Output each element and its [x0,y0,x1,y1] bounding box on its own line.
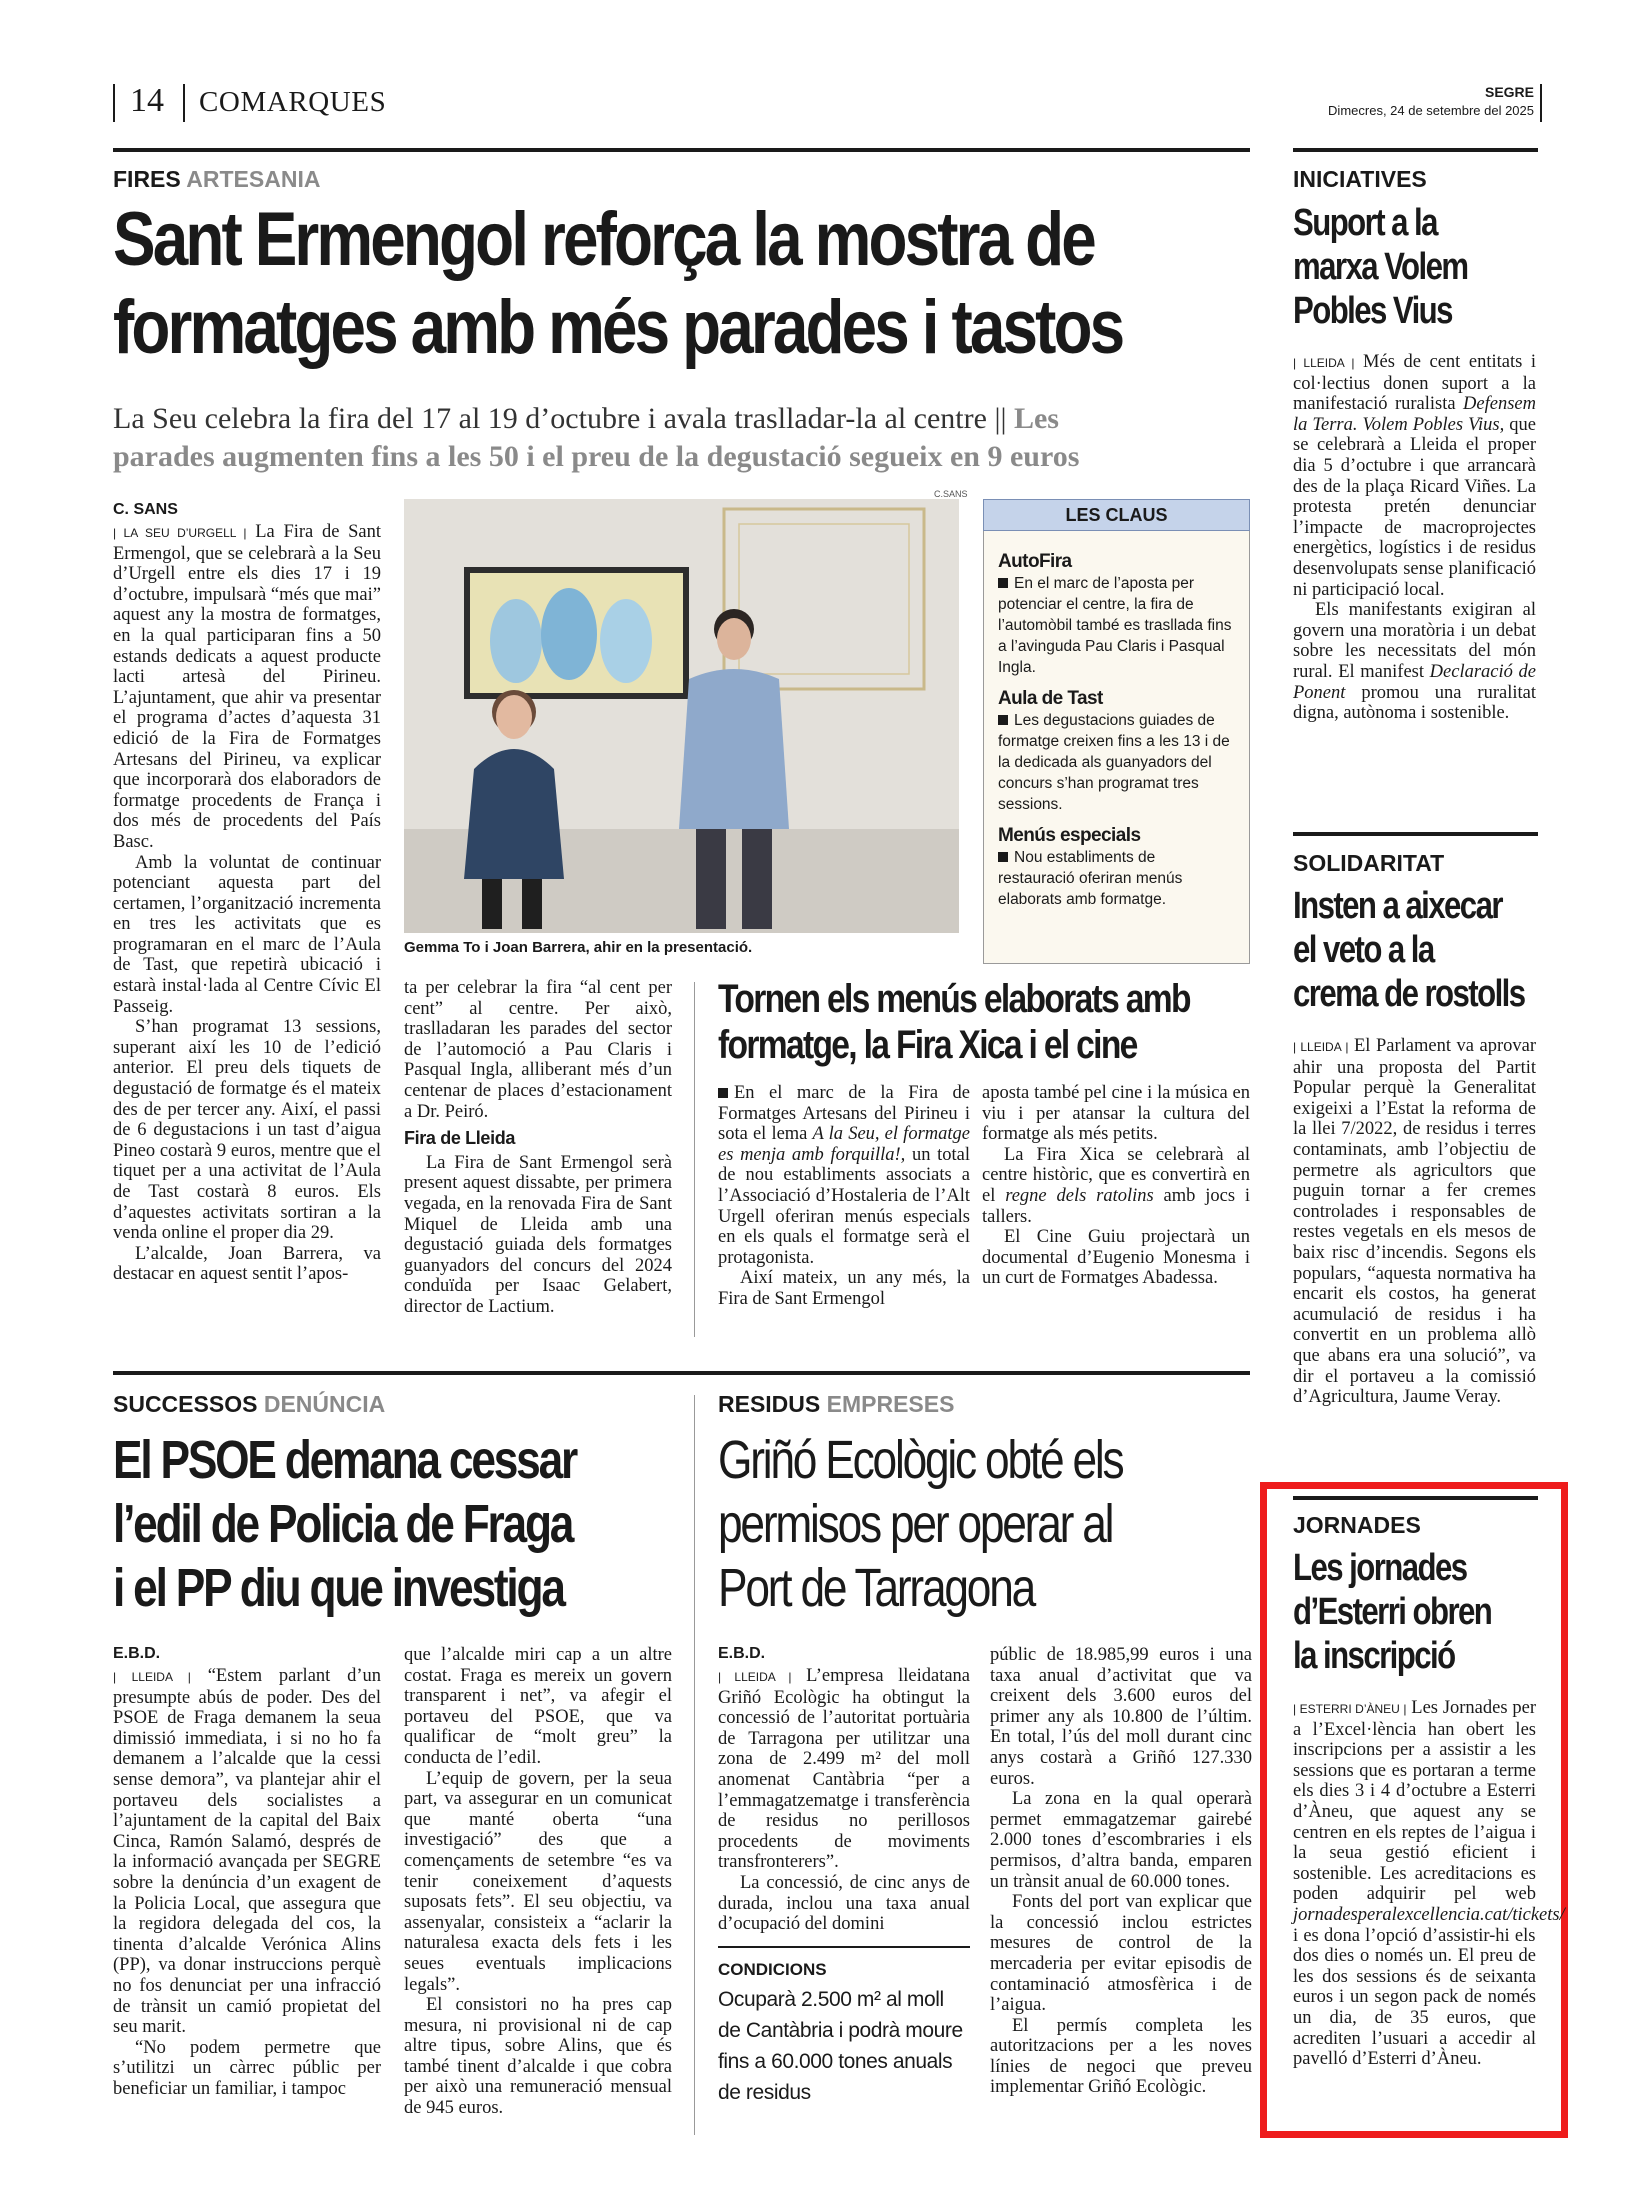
location-tag: | LLEIDA | [1293,1040,1349,1054]
sidebar-headline: Suport a la marxa Volem Pobles Vius [1293,202,1468,332]
main-subtitle: La Seu celebra la fira del 17 al 19 d’octubre i avala traslladar-la al centre || Les parades augmenten fins a les 50 i el preu de la degustació segueix en 9 euros [113,402,1080,473]
conditions-title: CONDICIONS [718,1960,827,1979]
byline: E.B.D. [718,1645,766,1662]
sidebar-rule [1293,1496,1538,1500]
sidebar-rule [1293,832,1538,836]
header-divider [1540,84,1542,122]
article-column: | LLEIDA | “Estem parlant d’un presumpte abús de poder. Des del PSOE de Fraga demanem la seua dimissió immediata, i si no ho fa demanem a l’alcalde que la cessi sense demora”, va plantejar ahir el portaveu dels socialistes a l’ajuntament de la capital del Baix Cinca, Ramón Salamó, després de la informació avançada per SEGRE sobre la denúncia d’un exagent de la Policia Local, que assegura que la regidora delegada del cos, la tinenta d’alcalde Verónica Alins (PP), va donar instruccions perquè no fos denunciat per una infracció de trànsit un camió propietat del seu marit. “No podem permetre que s’utilitzi un càrrec públic per beneficiar un familiar, i tampoc [113,1666,381,2099]
header-divider [113,84,115,122]
bullet-square-icon [998,852,1008,862]
sidebar-kicker: JORNADES [1293,1512,1421,1538]
section-rule [113,1371,1250,1375]
headline-line: Sant Ermengol reforça la mostra de [113,197,1094,282]
kicker-subcategory: ARTESANIA [186,166,321,192]
article-column: En el marc de la Fira de Formatges Artesans del Pirineu i sota el lema A la Seu, el formatge es menja amb forquilla!, un total de nou establiments associats a l’Associació d’Hostaleria de l’Alt Urgell oferiran menús especials en els quals el formatge serà el protagonista. Així mateix, un any més, la Fira de Sant Ermengol [718,1083,970,1309]
paper-name: SEGRE [1484,84,1534,100]
headline-line: formatges amb més parades i tastos [113,285,1123,370]
key-fact-text: En el marc de l’aposta per potenciar el centre, la fira de l’automòbil també es trasllada fins a l’avinguda Pau Claris i Pasqual Ingla. [998,575,1232,676]
sidebar-headline: Les jornades d’Esterri obren la inscripció [1293,1547,1492,1677]
sidebar-text: | LLEIDA | Més de cent entitats i col·lectius donen suport a la manifestació ruralista Defensem la Terra. Volem Pobles Vius, que se celebrarà a Lleida el proper dia 5 d’octubre i que arrancarà des de la plaça Ricard Viñes. La protesta pretén denunciar l’impacte de macroprojectes energètics, logístics i de residus desenvolupats sense planificació ni participació local. Els manifestants exigiran al govern una moratòria i un debat sobre les necessitats del món rural. El manifest Declaració de Ponent promou una ruralitat digna, autònoma i sostenible. [1293,352,1536,724]
conditions-box [718,1946,970,2108]
grino-kicker: RESIDUS EMPRESES [718,1391,955,1417]
photo-caption: Gemma To i Joan Barrera, ahir en la presentació. [404,939,753,956]
sidebar-rule [1293,148,1538,152]
photo-illustration [404,499,959,933]
sub-headline: Tornen els menús elaborats amb formatge, la Fira Xica i el cine [718,977,1190,1067]
key-fact-title: Menús especials [998,825,1141,846]
bullet-square-icon [718,1088,728,1098]
key-fact-text: Nou establiments de restauració oferiran menús elaborats amb formatge. [998,849,1183,908]
article-column: aposta també pel cine i la música en viu i per atansar la cultura del formatge als més petits. La Fira Xica se celebrarà al centre històric, que es convertirà en el regne dels ratolins amb jocs i tallers. El Cine Guiu projectarà un documental d’Eugenio Monesma i un curt de Formatges Abadessa. [982,1083,1250,1289]
press-photo [404,499,959,933]
location-tag: | LLEIDA | [113,1670,191,1684]
key-facts-header: LES CLAUS [983,499,1250,531]
psoe-headline: El PSOE demana cessar l’edil de Policia de Fraga i el PP diu que investiga [113,1430,577,1618]
sidebar-text: | ESTERRI D’ÀNEU | Les Jornades per a l’Excel·lència han obert les inscripcions per a assistir a les sessions que es portaran a terme els dies 3 i 4 d’octubre a Esterri d’Àneu, que aquest any se centren en els reptes de l’aigua i la seua gestió eficient i sostenible. Les acreditacions es poden adquirir pel web jornadesperalexcellencia.cat/tickets/ i es dona l’opció d’assistir-hi els dos dies o només un. El preu de les dos sessions és de seixanta euros i un segon pack de només un dia, de 35 euros, que acrediten l’usuari a accedir al pavelló d’Esterri d’Àneu. [1293,1698,1565,2070]
photo-credit: C.SANS [934,489,968,499]
key-fact-title: AutoFira [998,551,1072,572]
main-kicker [113,166,320,193]
header-divider [183,84,185,122]
psoe-kicker: SUCCESSOS DENÚNCIA [113,1391,386,1417]
article-column: que l’alcalde miri cap a un altre costat. Fraga es mereix un govern transparent i net”, va afegir el portaveu del PSOE, que va qualificar de “molt greu” la conducta de l’edil. L’equip de govern, per la seua part, va assegurar en un comunicat que manté oberta “una investigació” des que a començaments de setembre “es va tenir coneixement d’aquests suposats fets”. El seu objectiu, va assenyalar, consisteix a “aclarir la naturalesa exacta dels fets i les seues eventuals implicacions legals”. El consistori no ha pres cap mesura, ni provisional ni de cap altre tipus, sobre Alins, que és també tinent d’alcalde i que cobra per això una remuneració mensual de 945 euros. [404,1645,672,2119]
section-rule [113,148,1250,152]
key-fact-title: Aula de Tast [998,688,1103,709]
article-column: | LA SEU D’URGELL | La Fira de Sant Ermengol, que se celebrarà a la Seu d’Urgell entre els dies 17 i 19 d’octubre, impulsarà “més que mai” aquest any la mostra de formatges, en la qual participaran fins a 50 estands dedicats a aquest producte lacti artesà del Pirineu. L’ajuntament, que ahir va presentar el programa d’actes d’aquesta 31 edició de la Fira de Formatges Artesans del Pirineu, va explicar que incorporarà dos elaboradors de formatge procedents de França i dos més de procedents del País Basc. Amb la voluntat de continuar potenciant aquesta part del certamen, l’organització incrementa en tres les activitats que es programaran en el marc de l’Aula de Tast, que repetirà ubicació i estarà instal·lada al Centre Cívic El Passeig. S’han programat 13 sessions, superant així les 10 de l’edició anterior. El preu dels tiquets de degustació de formatge és el mateix des de per tercer any. Així, el passi de 6 degustacions i un tast d’aigua Pineo costarà 9 euros, mentre que el tiquet per a una activitat de l’Aula de Tast costarà 8 euros. Els d’aquestes activitats sortiran a la venda online el proper dia 29. L’alcalde, Joan Barrera, va destacar en aquest sentit l’apos- [113,522,382,1285]
sidebar-kicker: INICIATIVES [1293,166,1427,192]
bullet-square-icon [998,578,1008,588]
sidebar-headline: Insten a aixecar el veto a la crema de rostolls [1293,885,1525,1015]
column-divider [694,982,695,1337]
main-headline [113,196,1253,372]
issue-date: Dimecres, 24 de setembre del 2025 [1328,103,1534,118]
sidebar-text: | LLEIDA | El Parlament va aprovar ahir una proposta del Partit Popular perquè la Generalitat exigeixi a l’Estat la reforma de la llei 7/2022, de residus i terres contaminats, amb l’objectiu de permetre als agricultors que puguin tornar a fer cremes controlades i responsables de restes vegetals en els mesos de baix risc d’incendis. Segons els populars, “aquesta normativa ha encarit els costos, ha generat acumulació de residus i ha convertit en un problema allò que abans era una solució”, va dir el portaveu a la comissió d’Agricultura, Jaume Veray. [1293,1036,1537,1408]
location-tag: | LLEIDA | [718,1670,792,1684]
article-column: públic de 18.985,99 euros i una taxa anual d’activitat que va creixent dels 3.600 euros del primer any als 10.800 de l’últim. En total, l’ús del moll durant cinc anys costarà a Griñó 127.330 euros. La zona en la qual operarà permet emmagatzemar gairebé 2.000 tones d’escombraries i els permisos, d’altra banda, emparen un trànsit anual de 60.000 tones. Fonts del port van explicar que la concessió inclou estrictes mesures de control de la mercaderia per evitar episodis de contaminació atmosfèrica i de l’aigua. El permís completa les autoritzacions per a les noves línies de negoci que preveu implementar Griñó Ecològic. [990,1645,1252,2098]
kicker-category: FIRES [113,166,181,192]
bullet-square-icon [998,715,1008,725]
section-name: COMARQUES [199,86,387,118]
location-tag: | LLEIDA | [1293,356,1355,370]
conditions-text: Ocuparà 2.500 m² al moll de Cantàbria i podrà moure fins a 60.000 tones anuals de residus [718,1988,963,2104]
sidebar-kicker: SOLIDARITAT [1293,850,1445,876]
byline: E.B.D. [113,1645,161,1662]
key-facts-box [983,499,1250,964]
key-fact-text: Les degustacions guiades de formatge creixen fins a les 13 i de la dedicada als guanyadors del concurs s’han programat tres sessions. [998,712,1230,813]
location-tag: | ESTERRI D’ÀNEU | [1293,1702,1407,1716]
byline: C. SANS [113,501,178,518]
article-subhead: Fira de Lleida [404,1128,515,1149]
location-tag: | LA SEU D’URGELL | [113,526,247,540]
article-column: ta per celebrar la fira “al cent per cent” al centre. Per això, traslladaran les parades del sector de l’automoció a Pau Claris i Pasqual Ingla, alliberant més d’un centenar de places d’estacionament a Dr. Peiró. Fira de Lleida La Fira de Sant Ermengol serà present aquest dissabte, per primera vegada, en la renovada Fira de Sant Miquel de Lleida amb una degustació guiada dels formatges guanyadors del concurs del 2024 conduïda per Isaac Gelabert, director de Lactium. [404,978,672,1317]
page-number: 14 [130,82,164,119]
grino-headline: Griñó Ecològic obté els permisos per operar al Port de Tarragona [718,1430,1123,1618]
article-column: | LLEIDA | L’empresa lleidatana Griñó Ecològic ha obtingut la concessió de l’autoritat portuària de Tarragona per utilitzar una zona de 2.499 m² del moll anomenat Cantàbria “per a l’emmagatzematge i transferència de residus no perillosos procedents de moviments transfronterers”. La concessió, de cinc anys de durada, inclou una taxa anual d’ocupació del domini [718,1666,971,1935]
column-divider [694,1395,695,2135]
